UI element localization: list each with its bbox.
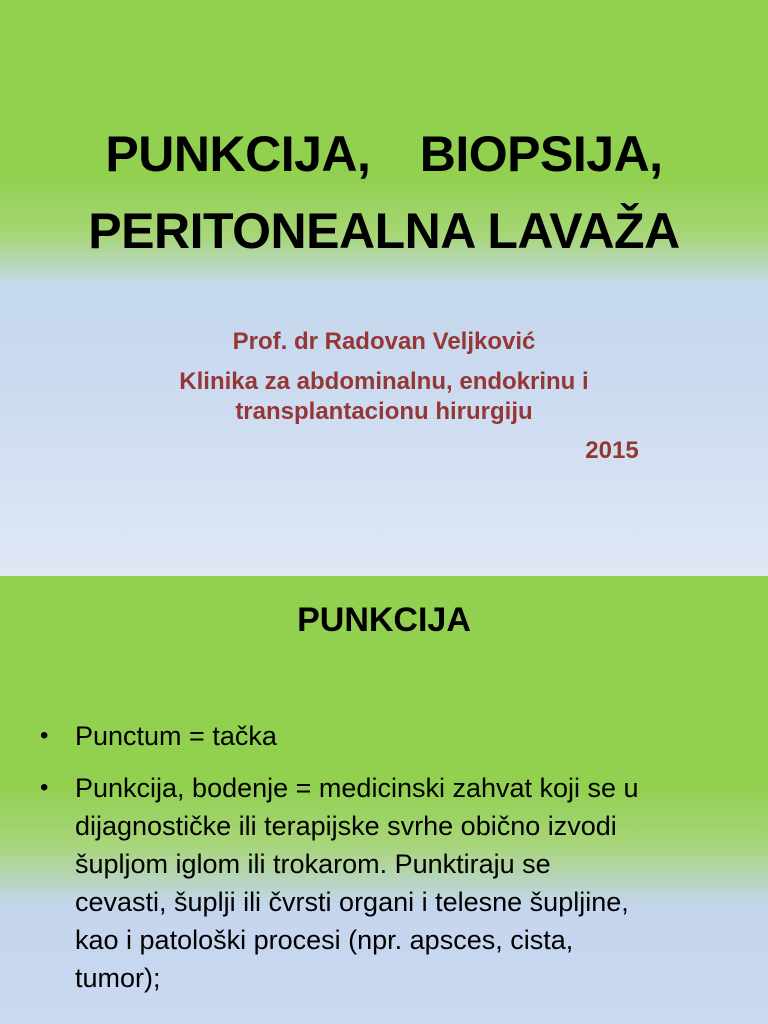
content-slide-title: PUNKCIJA: [297, 601, 471, 639]
bullet-text-line: Punctum = tačka: [75, 721, 277, 751]
bullet-text-line: šupljom iglom ili trokarom. Punktiraju se: [75, 849, 551, 879]
bullet-text-line: tumor);: [75, 963, 161, 993]
slide-title-line-2: PERITONEALNA LAVAŽA: [88, 203, 680, 259]
institution-line-1: Klinika za abdominalnu, endokrinu i: [179, 368, 589, 395]
institution-line-2: transplantacionu hirurgiju: [235, 398, 533, 425]
slide-title-line-1: PUNKCIJA, BIOPSIJA,: [105, 126, 663, 182]
presentation-year: 2015: [585, 437, 639, 464]
bullet-text-line: Punkcija, bodenje = medicinski zahvat koji se u: [75, 773, 639, 803]
author-name: Prof. dr Radovan Veljković: [232, 328, 536, 355]
bullet-item-punctum: [40, 717, 740, 755]
bullet-text-line: cevasti, šuplji ili čvrsti organi i telesne šupljine,: [75, 887, 629, 917]
bullet-text-line: dijagnostičke ili terapijske svrhe obično izvodi: [75, 811, 617, 841]
bullet-item-punkcija: [40, 769, 740, 997]
bullet-dot-icon: •: [40, 774, 49, 801]
bullet-list: [40, 717, 740, 1011]
bullet-text-line: kao i patološki procesi (npr. apsces, cista,: [75, 925, 574, 955]
bullet-dot-icon: •: [40, 722, 49, 749]
